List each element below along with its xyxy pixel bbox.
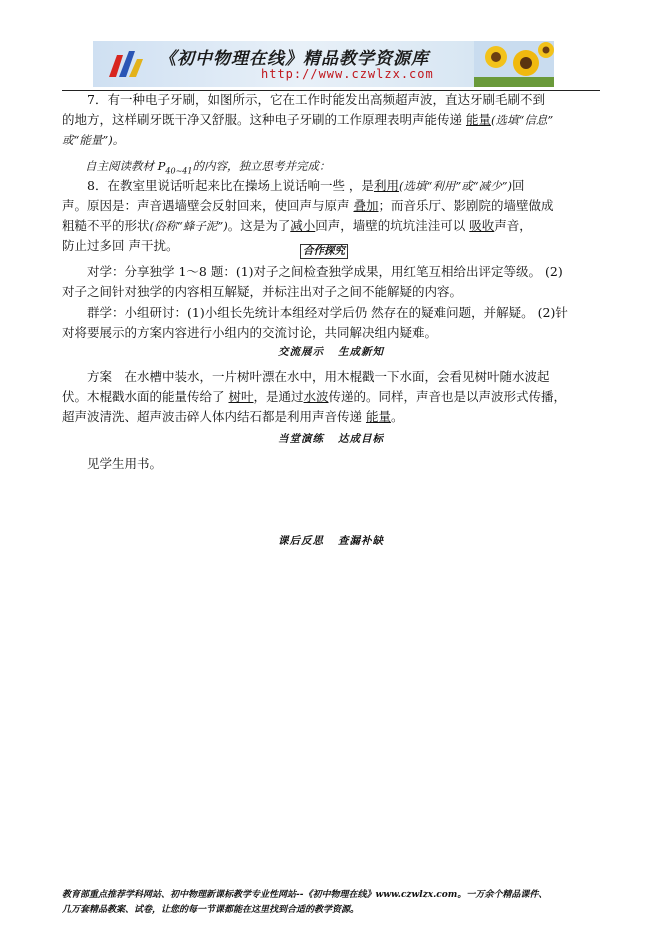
pair-study-line1: 对学：分享独学 1～8 题：(1)对子之间检查独学成果，用红笔互相给出评定等级。 (2) bbox=[87, 264, 563, 279]
plan-t6: 。 bbox=[391, 409, 404, 424]
section-heading-exchange-a: 交流展示 bbox=[278, 346, 324, 358]
q8-answer-3: 减小 bbox=[290, 218, 316, 233]
q8-t9: 防止过多回 声干扰。 bbox=[62, 238, 179, 253]
q8-answer-1: 利用 bbox=[373, 178, 399, 193]
banner-title: 《初中物理在线》精品教学资源库 bbox=[159, 49, 429, 69]
plan-t4: 传递的。同样，声音也是以声波形式传播， bbox=[328, 389, 567, 404]
q7-line3: 或“能量”)。 bbox=[62, 133, 125, 147]
self-study-pages: 40~41 bbox=[165, 166, 193, 176]
q7-line2: 的地方，这样刷牙既干净又舒服。这种电子牙刷的工作原理表明声能传递 bbox=[62, 112, 466, 127]
q8-answer-4: 吸收 bbox=[469, 218, 495, 233]
pair-study bbox=[62, 262, 600, 302]
q7-answer: 能量 bbox=[465, 112, 491, 127]
q7-note: (选填“信息” bbox=[491, 113, 554, 127]
sunflower-decoration-icon bbox=[474, 41, 554, 87]
footer-line2: 几万套精品教案、试卷，让您的每一节课都能在这里找到合适的教学资源。 bbox=[62, 905, 360, 915]
q8-t3: 声。原因是：声音遇墙壁会反射回来，使回声与原声 bbox=[62, 198, 354, 213]
banner-url[interactable]: http://www.czwlzx.com bbox=[261, 67, 434, 81]
plan-answer-2: 水波 bbox=[303, 389, 329, 404]
footer-line1: 教育部重点推荐学科网站、初中物理新课标教学专业性网站--《初中物理在线》www.czwlzx.com。一万余个精品课件、 bbox=[62, 890, 548, 900]
plan-t3: ，是通过 bbox=[253, 389, 304, 404]
pair-study-line2: 对子之间针对独学的内容相互解疑，并标注出对子之间不能解疑的内容。 bbox=[62, 284, 463, 299]
self-study-suffix: 的内容，独立思考并完成： bbox=[192, 159, 331, 173]
section-heading-reflection-a: 课后反思 bbox=[278, 535, 324, 547]
group-study bbox=[62, 303, 600, 343]
section-heading-practice bbox=[62, 431, 600, 446]
plan-answer-3: 能量 bbox=[365, 409, 391, 424]
cooperate-label: 合作探究 bbox=[300, 244, 348, 259]
section-heading-reflection bbox=[62, 533, 600, 548]
header-banner bbox=[93, 41, 554, 87]
section-heading-exchange bbox=[62, 344, 600, 359]
q8-answer-2: 叠加 bbox=[353, 198, 379, 213]
q8-note-2: (俗称“蜂子泥”) bbox=[149, 219, 228, 233]
see-book-text bbox=[62, 454, 600, 474]
section-heading-practice-a: 当堂演练 bbox=[278, 433, 324, 445]
q8-t1: 8．在教室里说话听起来比在操场上说话响一些 ，是 bbox=[87, 178, 374, 193]
plan-t1: 方案 在水槽中装水，一片树叶漂在水中，用木棍戳一下水面，会看见树叶随水波起 bbox=[87, 369, 550, 384]
group-study-line2: 对将要展示的方案内容进行小组内的交流讨论，共同解决组内疑难。 bbox=[62, 325, 438, 340]
section-heading-reflection-b: 查漏补缺 bbox=[338, 535, 384, 547]
self-study-prefix: 自主阅读教材 P bbox=[85, 159, 166, 173]
q7-line1: 7．有一种电子牙刷，如图所示，它在工作时能发出高频超声波，直达牙刷毛刷不到 bbox=[87, 92, 545, 107]
q8-t2: 回 bbox=[511, 178, 525, 193]
page-footer bbox=[62, 888, 622, 918]
plan-paragraph bbox=[62, 367, 600, 427]
q8-t8: 声音， bbox=[494, 218, 532, 233]
q8-note-1: (选填“利用”或“减少”) bbox=[398, 179, 512, 193]
group-study-line1: 群学：小组研讨：(1)小组长先统计本组经对学后仍 然存在的疑难问题，并解疑。 (2)针 bbox=[87, 305, 568, 320]
plan-answer-1: 树叶 bbox=[228, 389, 254, 404]
section-heading-exchange-b: 生成新知 bbox=[338, 346, 384, 358]
plan-t5: 超声波清洗、超声波击碎人体内结石都是利用声音传递 bbox=[62, 409, 366, 424]
site-logo-icon bbox=[103, 47, 147, 81]
q8-t7: 回声，墙壁的坑坑洼洼可以 bbox=[315, 218, 470, 233]
see-book: 见学生用书。 bbox=[87, 456, 163, 471]
question-7 bbox=[62, 90, 600, 150]
q8-t5: 粗糙不平的形状 bbox=[62, 218, 150, 233]
section-heading-practice-b: 达成目标 bbox=[338, 433, 384, 445]
q8-t6: 。这是为了 bbox=[227, 218, 291, 233]
plan-t2: 伏。木棍戳水面的能量传给了 bbox=[62, 389, 229, 404]
q8-t4: ；而音乐厅、影剧院的墙壁做成 bbox=[378, 198, 554, 213]
